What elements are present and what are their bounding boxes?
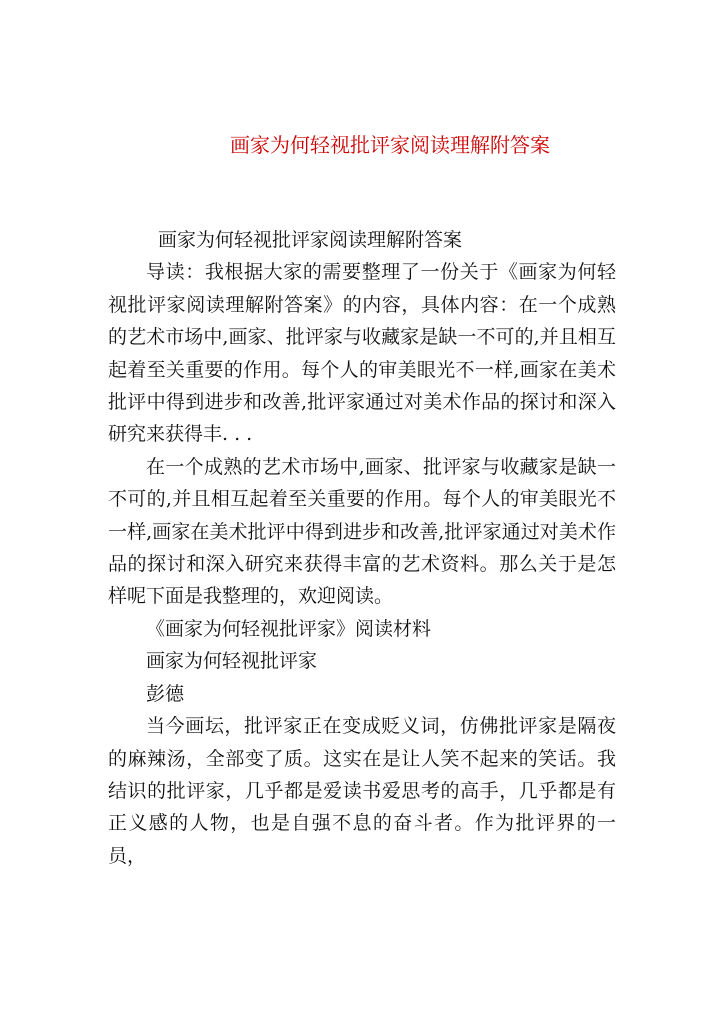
body-paragraph-intro: 导读：我根据大家的需要整理了一份关于《画家为何轻视批评家阅读理解附答案》的内容，具体内容：在一个成熟的艺术市场中,画家、批评家与收藏家是缺一不可的,并且相互起着至关重要的作用。每个人的审美眼光不一样,画家在美术批评中得到进步和改善,批评家通过对美术作品的探讨和深入研究来获得丰. . .	[108, 261, 616, 446]
document-title: 画家为何轻视批评家阅读理解附答案	[230, 133, 550, 157]
body-paragraph-author: 彭德	[146, 682, 185, 705]
body-paragraph-article-title: 画家为何轻视批评家	[146, 650, 318, 673]
body-paragraph-material-title: 《画家为何轻视批评家》阅读材料	[146, 617, 432, 640]
body-paragraph-heading: 画家为何轻视批评家阅读理解附答案	[158, 229, 463, 251]
document-body	[108, 224, 616, 872]
body-paragraph-article-text: 当今画坛，批评家正在变成贬义词，仿佛批评家是隔夜的麻辣汤，全部变了质。这实在是让人笑不起来的笑话。我结识的批评家，几乎都是爱读书爱思考的高手，几乎都是有正义感的人物，也是自强不息的奋斗者。作为批评界的一员，	[108, 715, 616, 867]
body-paragraph-summary: 在一个成熟的艺术市场中,画家、批评家与收藏家是缺一不可的,并且相互起着至关重要的作用。每个人的审美眼光不一样,画家在美术批评中得到进步和改善,批评家通过对美术作品的探讨和深入研究来获得丰富的艺术资料。那么关于是怎样呢下面是我整理的，欢迎阅读。	[108, 455, 616, 608]
